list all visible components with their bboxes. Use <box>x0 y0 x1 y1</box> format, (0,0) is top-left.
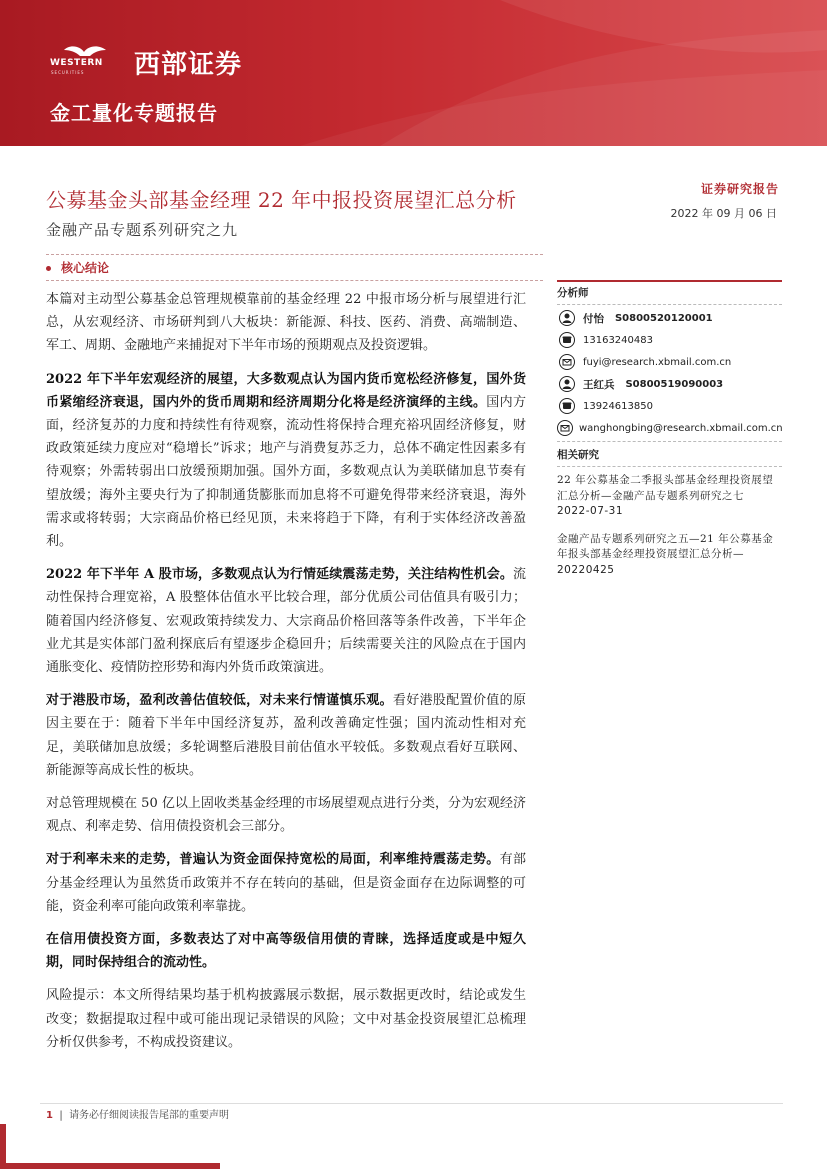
corner-decoration-bottom <box>0 1163 220 1169</box>
paragraph-bold: 2022 年下半年宏观经济的展望，大多数观点认为国内货币宽松经济修复，国外货币紧缩经济衰退，国内外的货币周期和经济周期分化将是经济演绎的主线。 <box>46 371 526 410</box>
paragraph <box>46 928 526 974</box>
analyst-heading: 分析师 <box>557 287 589 299</box>
paragraph: 对总管理规模在 50 亿以上固收类基金经理的市场展望观点进行分类，分为宏观经济观点、利率走势、信用债投资机会三部分。 <box>46 796 526 835</box>
report-category: 金工量化专题报告 <box>50 101 218 125</box>
divider <box>557 441 782 442</box>
footer <box>46 1106 229 1121</box>
paragraph-text: 国内方面，经济复苏的力度和持续性有待观察，流动性将保持合理充裕巩固经济修复，财政政策延续力度应对“稳增长”诉求；地产与消费复苏乏力，总体不确定性因素多有待观察；外需转弱出口放缓预期加强。国外方面，多数观点认为美联储加息节奏有望放缓；海外主要央行为了抑制通货膨胀而加息将不可避免得带来经济衰退，海外需求或将转弱；大宗商品价格已经见顶，未来将趋于下降，有利于实体经济改善盈利。 <box>46 394 526 550</box>
page-subtitle: 金融产品专题系列研究之九 <box>46 221 239 239</box>
report-tag: 证券研究报告 <box>700 182 779 196</box>
header-banner <box>0 0 827 146</box>
footer-separator: | <box>59 1110 63 1121</box>
related-date: 20220425 <box>557 563 615 576</box>
main-content <box>46 288 526 1064</box>
analyst-cert: S0800519090003 <box>625 378 724 390</box>
analyst-email[interactable]: fuyi@research.xbmail.com.cn <box>583 356 732 368</box>
divider <box>557 466 782 467</box>
phone-icon <box>557 396 577 416</box>
analyst-phone-row <box>557 329 782 351</box>
sidebar <box>557 284 782 578</box>
related-title: 金融产品专题系列研究之五—21 年公募基金年报头部基金经理投资展望汇总分析— <box>557 532 774 560</box>
page-number: 1 <box>46 1110 53 1121</box>
analyst-phone-row <box>557 395 782 417</box>
analyst-name: 付怡 <box>583 312 604 325</box>
email-icon <box>557 418 573 438</box>
paragraph <box>46 689 526 782</box>
page-title: 公募基金头部基金经理 22 年中报投资展望汇总分析 <box>46 188 517 212</box>
paragraph-text: 看好港股配置价值的原因主要在于：随着下半年中国经济复苏，盈利改善确定性强；国内流动性相对充足，美联储加息放缓；多轮调整后港股目前估值水平较低。多数观点看好互联网、新能源等高成长性的板块。 <box>46 693 526 778</box>
analyst-phone: 13163240483 <box>583 334 653 346</box>
paragraph-bold: 在信用债投资方面，多数表达了对中高等级信用债的青睐，选择适度或是中短久期，同时保持组合的流动性。 <box>46 932 526 971</box>
section-heading <box>46 259 109 276</box>
analyst-cert: S0800520120001 <box>614 312 713 324</box>
person-icon <box>557 308 577 328</box>
analyst-email-row <box>557 417 782 439</box>
paragraph-text: 有部分基金经理认为虽然货币政策并不存在转向的基础，但是资金面存在边际调整的可能，资金利率可能向政策利率靠拢。 <box>46 852 526 914</box>
paragraph-bold: 对于港股市场，盈利改善估值较低，对未来行情谨慎乐观。 <box>46 693 393 709</box>
brand-name: 西部证券 <box>134 50 243 80</box>
related-item[interactable] <box>557 532 782 579</box>
footer-note: 请务必仔细阅读报告尾部的重要声明 <box>69 1110 230 1121</box>
person-icon <box>557 374 577 394</box>
analyst-phone: 13924613850 <box>583 400 653 412</box>
analyst-email-row <box>557 351 782 373</box>
paragraph <box>46 368 526 554</box>
paragraph <box>46 848 526 918</box>
report-date: 2022 年 09 月 06 日 <box>670 207 777 220</box>
paragraph: 本篇对主动型公募基金总管理规模靠前的基金经理 22 中报市场分析与展望进行汇总，从宏观经济、市场研判到八大板块：新能源、科技、医药、消费、高端制造、军工、周期、金融地产来捕捉对下半年市场的预期观点及投资逻辑。 <box>46 292 526 354</box>
related-date: 2022-07-31 <box>557 505 624 517</box>
section-heading-label: 核心结论 <box>61 261 110 275</box>
logo-text: WESTERN <box>50 58 103 68</box>
phone-icon <box>557 330 577 350</box>
analyst-name: 王红兵 <box>583 378 615 391</box>
paragraph <box>46 563 526 679</box>
related-title: 22 年公募基金二季报头部基金经理投资展望汇总分析—金融产品专题系列研究之七 <box>557 474 774 502</box>
logo-subtext: SECURITIES <box>51 70 85 75</box>
section-divider-bottom <box>46 280 543 281</box>
divider <box>557 304 782 305</box>
paragraph-bold: 2022 年下半年 A 股市场，多数观点认为行情延续震荡走势，关注结构性机会。 <box>46 567 513 583</box>
analyst-name-row <box>557 307 782 329</box>
related-item[interactable] <box>557 473 782 520</box>
paragraph-text: 流动性保持合理宽裕，A 股整体估值水平比较合理，部分优质公司估值具有吸引力；随着国内经济修复、宏观政策持续发力、大宗商品价格回落等条件改善，下半年企业尤其是实体部门盈利探底后有望逐步企稳回升；后续需要关注的风险点在于国内通胀变化、疫情防控形势和海内外货币政策演进。 <box>46 567 526 676</box>
analyst-email[interactable]: wanghongbing@research.xbmail.com.cn <box>579 422 783 434</box>
paragraph-bold: 对于利率未来的走势，普遍认为资金面保持宽松的局面，利率维持震荡走势。 <box>46 852 500 868</box>
email-icon <box>557 352 577 372</box>
bullet-icon <box>46 266 51 271</box>
paragraph: 风险提示：本文所得结果均基于机构披露展示数据，展示数据更改时，结论或发生改变；数据提取过程中或可能出现记录错误的风险；文中对基金投资展望汇总梳理分析仅供参考，不构成投资建议。 <box>46 988 526 1050</box>
section-divider-top <box>46 254 543 255</box>
related-heading: 相关研究 <box>557 449 599 461</box>
analyst-name-row <box>557 373 782 395</box>
footer-divider <box>40 1103 783 1104</box>
sidebar-divider <box>557 280 782 282</box>
